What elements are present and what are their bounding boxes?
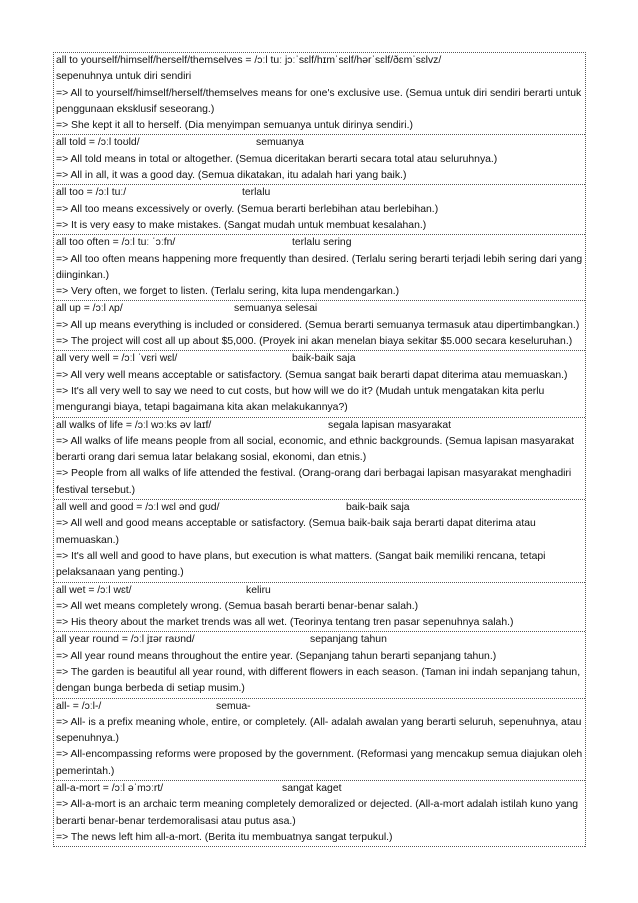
entry-all-too-often	[54, 235, 585, 301]
entry-line: sepenuhnya untuk diri sendiri	[56, 71, 192, 83]
entry-all-walks-of-life	[54, 418, 585, 500]
entry-all-too	[54, 185, 585, 235]
entry-line: => All year round means throughout the entire year. (Sepanjang tahun berarti sepanjang tahun.)	[56, 650, 497, 662]
entry-all-to-yourself	[54, 53, 585, 135]
entry-term: all up = /ɔːl ʌp/	[56, 303, 123, 315]
entry-all-well-and-good	[54, 500, 585, 582]
entry-line: => It is very easy to make mistakes. (Sangat mudah untuk membuat kesalahan.)	[56, 219, 427, 231]
entry-line: => The news left him all-a-mort. (Berita itu membuatnya sangat terpukul.)	[56, 831, 393, 843]
entry-line: => All too often means happening more frequently than desired. (Terlalu sering berarti terjadi lebih sering dari yang diinginkan.)	[56, 253, 583, 281]
entry-translation: baik-baik saja	[346, 502, 410, 514]
entry-head	[56, 500, 583, 516]
entry-line: => It's all very well to say we need to cut costs, but how will we do it? (Mudah untuk mengatakan kita perlu mengurangi biaya, tetapi bagaimana kita akan melakukannya?)	[56, 385, 545, 414]
entry-translation: terlalu sering	[292, 237, 352, 249]
entry-head	[56, 235, 583, 251]
entry-head	[56, 781, 583, 797]
entry-line: => All told means in total or altogether. (Semua diceritakan berarti secara total atau seluruhnya.)	[56, 153, 498, 165]
entry-all-a-mort	[54, 781, 585, 847]
entry-line: => She kept it all to herself. (Dia menyimpan semuanya untuk dirinya sendiri.)	[56, 120, 413, 132]
entry-translation: terlalu	[242, 187, 271, 199]
entry-term: all told = /ɔːl toʊld/	[56, 137, 140, 149]
entry-head	[56, 185, 583, 201]
entry-term: all year round = /ɔːl jɪər raʊnd/	[56, 634, 195, 646]
entry-translation: semuanya	[256, 137, 304, 149]
entry-line: => All up means everything is included or considered. (Semua berarti semuanya termasuk atau dipertimbangkan.)	[56, 319, 580, 331]
entry-head	[56, 301, 583, 317]
entry-translation: sepanjang tahun	[310, 634, 387, 646]
entry-line: => Very often, we forget to listen. (Terlalu sering, kita lupa mendengarkan.)	[56, 286, 400, 298]
entry-head	[56, 583, 583, 599]
entry-translation: segala lapisan masyarakat	[328, 419, 452, 431]
entry-all-very-well	[54, 351, 585, 417]
entry-line: => It's all well and good to have plans, but execution is what matters. (Sangat baik memiliki rencana, tetapi pelaksanaan yang penting.)	[56, 550, 546, 579]
entry-head	[56, 135, 583, 151]
entry-head	[56, 632, 583, 648]
entry-term: all very well = /ɔːl ˈvɛri wɛl/	[56, 353, 178, 365]
entry-all-prefix	[54, 699, 585, 781]
entry-term: all well and good = /ɔːl wɛl ənd gʊd/	[56, 502, 220, 514]
entry-translation: sangat kaget	[282, 783, 342, 795]
entry-all-up	[54, 301, 585, 351]
entry-term: all too = /ɔːl tuː/	[56, 187, 127, 199]
entry-all-wet	[54, 583, 585, 633]
entry-line: => All too means excessively or overly. (Semua berarti berlebihan atau berlebihan.)	[56, 203, 439, 215]
entry-line: => All to yourself/himself/herself/themselves means for one's exclusive use. (Semua untuk diri sendiri berarti untuk penggunaan eksklusif seseorang.)	[56, 87, 582, 115]
entry-translation: semua-	[216, 700, 251, 712]
entry-translation: baik-baik saja	[292, 353, 356, 365]
entry-line: => His theory about the market trends was all wet. (Teorinya tentang tren pasar sepenuhnya salah.)	[56, 617, 514, 629]
entry-head	[56, 351, 583, 367]
entry-all-told	[54, 135, 585, 185]
entry-line: => All well and good means acceptable or satisfactory. (Semua baik-baik saja berarti dapat diterima atau memuaskan.)	[56, 518, 536, 546]
entry-term: all too often = /ɔːl tuː ˈɔːfn/	[56, 237, 176, 249]
entry-translation: semuanya selesai	[234, 303, 318, 315]
entry-head	[56, 53, 583, 69]
entry-line: => All in all, it was a good day. (Semua dikatakan, itu adalah hari yang baik.)	[56, 170, 407, 182]
entry-head	[56, 699, 583, 715]
entry-head	[56, 418, 583, 434]
entry-all-year-round	[54, 632, 585, 698]
entry-term: all wet = /ɔːl wɛt/	[56, 584, 132, 596]
dictionary-page	[53, 52, 586, 847]
entry-line: => People from all walks of life attended the festival. (Orang-orang dari berbagai lapisan masyarakat menghadiri festival tersebut.)	[56, 468, 572, 496]
entry-line: => All very well means acceptable or satisfactory. (Semua sangat baik berarti dapat diterima atau memuaskan.)	[56, 369, 568, 381]
entry-line: => All-a-mort is an archaic term meaning completely demoralized or dejected. (All-a-mort adalah istilah kuno yang berarti benar-benar terdemoralisasi atau putus asa.)	[56, 799, 579, 827]
entry-term: all-a-mort = /ɔːl əˈmɔːrt/	[56, 783, 164, 795]
entry-term: all- = /ɔːl-/	[56, 700, 102, 712]
entry-term: all to yourself/himself/herself/themselves = /ɔːl tuː jɔːˈsɛlf/hɪmˈsɛlf/hərˈsɛlf/ðɛmˈsɛlvz/	[56, 55, 442, 66]
entry-line: => All wet means completely wrong. (Semua basah berarti benar-benar salah.)	[56, 600, 419, 612]
entry-line: => All walks of life means people from all social, economic, and ethnic backgrounds. (Semua lapisan masyarakat berarti orang dari semua latar belakang sosial, ekonomi, dan etnis.)	[56, 435, 575, 464]
entry-line: => The garden is beautiful all year round, with different flowers in each season. (Taman ini indah sepanjang tahun, dengan bunga berbeda di setiap musim.)	[56, 666, 581, 695]
entry-line: => All- is a prefix meaning whole, entire, or completely. (All- adalah awalan yang berarti seluruh, sepenuhnya, atau sepenuhnya.)	[56, 716, 582, 745]
entry-line: => All-encompassing reforms were proposed by the government. (Reformasi yang mencakup semua diajukan oleh pemerintah.)	[56, 749, 583, 777]
entry-translation: keliru	[246, 584, 271, 596]
entry-term: all walks of life = /ɔːl wɔːks əv laɪf/	[56, 419, 212, 431]
entry-line: => The project will cost all up about $5,000. (Proyek ini akan menelan biaya sekitar $5.000 secara keseluruhan.)	[56, 336, 573, 348]
